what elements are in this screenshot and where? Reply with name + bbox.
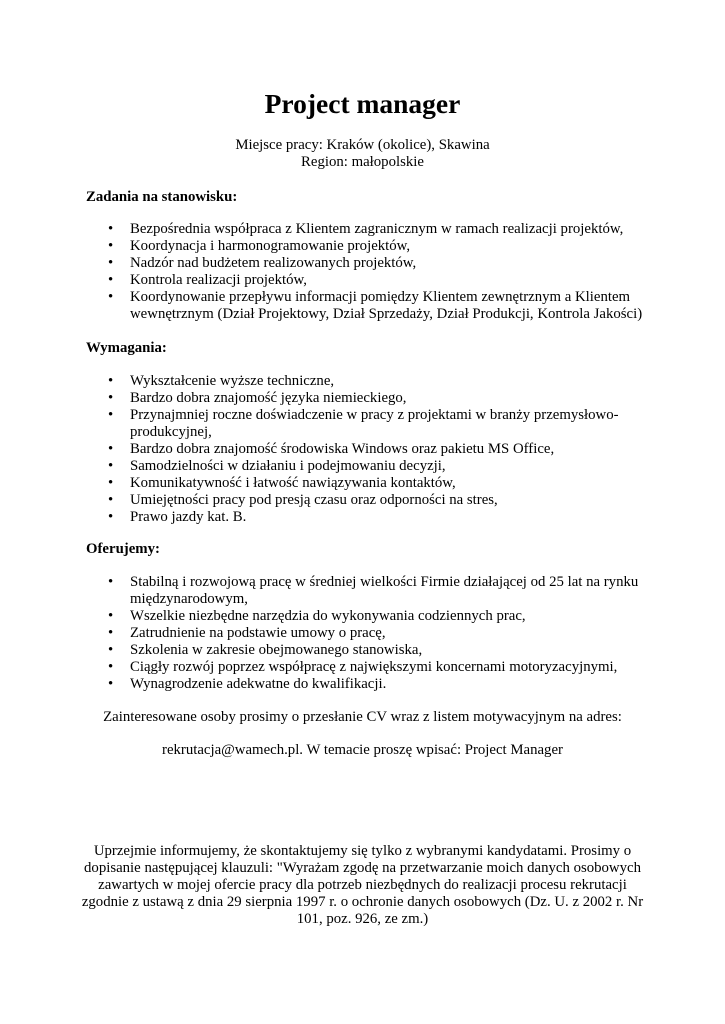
list-item: • Koordynowanie przepływu informacji pomiędzy Klientem zewnętrznym a Klientem wewnętrznym (Dział Projektowy, Dział Sprzedaży, Dział Produkcji, Kontrola Jakości) [108, 289, 643, 322]
bullet-icon: • [108, 238, 114, 254]
region-line: Region: małopolskie [301, 154, 424, 170]
bullet-icon: • [108, 676, 114, 692]
bullet-icon: • [108, 458, 114, 474]
bullet-icon: • [108, 441, 114, 457]
bullet-icon: • [108, 272, 114, 288]
list-item: • Bardzo dobra znajomość środowiska Windows oraz pakietu MS Office, [108, 441, 555, 457]
list-item: • Wykształcenie wyższe techniczne, [108, 373, 335, 389]
bullet-icon: • [108, 625, 114, 641]
list-item: • Zatrudnienie na podstawie umowy o pracę, [108, 625, 386, 641]
list-item: • Stabilną i rozwojową pracę w średniej wielkości Firmie działającej od 25 lat na rynku międzynarodowym, [108, 574, 639, 607]
contact-intro: Zainteresowane osoby prosimy o przesłanie CV wraz z listem motywacyjnym na adres: [103, 709, 622, 725]
list-item: • Umiejętności pracy pod presją czasu oraz odporności na stres, [108, 492, 498, 508]
list-item: • Nadzór nad budżetem realizowanych projektów, [108, 255, 417, 271]
bullet-icon: • [108, 255, 114, 271]
list-item: • Bezpośrednia współpraca z Klientem zagranicznym w ramach realizacji projektów, [108, 221, 624, 237]
bullet-icon: • [108, 373, 114, 389]
offer-list [107, 574, 647, 693]
list-item: • Prawo jazdy kat. B. [108, 509, 247, 525]
list-item: • Wynagrodzenie adekwatne do kwalifikacji. [108, 676, 387, 692]
tasks-heading: Zadania na stanowisku: [86, 189, 238, 205]
bullet-icon: • [108, 509, 114, 525]
bullet-icon: • [108, 390, 114, 406]
bullet-icon: • [108, 492, 114, 508]
requirements-list [107, 373, 647, 526]
list-item: • Ciągły rozwój poprzez współpracę z największymi koncernami motoryzacyjnymi, [108, 659, 618, 675]
list-item: • Przynajmniej roczne doświadczenie w pracy z projektami w branży przemysłowo-produkcyjnej, [108, 407, 619, 440]
list-item: • Kontrola realizacji projektów, [108, 272, 307, 288]
bullet-icon: • [108, 407, 114, 423]
page-title: Project manager [264, 88, 461, 119]
list-item: • Bardzo dobra znajomość języka niemieckiego, [108, 390, 407, 406]
list-item: • Szkolenia w zakresie obejmowanego stanowiska, [108, 642, 423, 658]
list-item: • Koordynacja i harmonogramowanie projektów, [108, 238, 411, 254]
offer-heading: Oferujemy: [86, 541, 160, 557]
bullet-icon: • [108, 221, 114, 237]
contact-email-line: rekrutacja@wamech.pl. W temacie proszę wpisać: Project Manager [162, 742, 563, 758]
list-item: • Komunikatywność i łatwość nawiązywania kontaktów, [108, 475, 456, 491]
bullet-icon: • [108, 289, 114, 305]
bullet-icon: • [108, 574, 114, 590]
tasks-list [107, 221, 647, 323]
bullet-icon: • [108, 608, 114, 624]
bullet-icon: • [108, 475, 114, 491]
list-item: • Samodzielności w działaniu i podejmowaniu decyzji, [108, 458, 446, 474]
gdpr-clause: Uprzejmie informujemy, że skontaktujemy się tylko z wybranymi kandydatami. Prosimy o dopisanie następującej klauzuli: "Wyrażam zgodę na przetwarzanie moich danych osobowych zawartych w mojej ofercie pracy dla potrzeb niezbędnych do realizacji procesu rekrutacji zgodnie z ustawą z dnia 29 sierpnia 1997 r. o ochronie danych osobowych (Dz. U. z 2002 r. Nr 101, poz. 926, ze zm.) [81, 843, 644, 927]
workplace-line: Miejsce pracy: Kraków (okolice), Skawina [235, 137, 490, 153]
requirements-heading: Wymagania: [86, 340, 167, 356]
bullet-icon: • [108, 642, 114, 658]
list-item: • Wszelkie niezbędne narzędzia do wykonywania codziennych prac, [108, 608, 526, 624]
bullet-icon: • [108, 659, 114, 675]
location-block [0, 137, 725, 171]
